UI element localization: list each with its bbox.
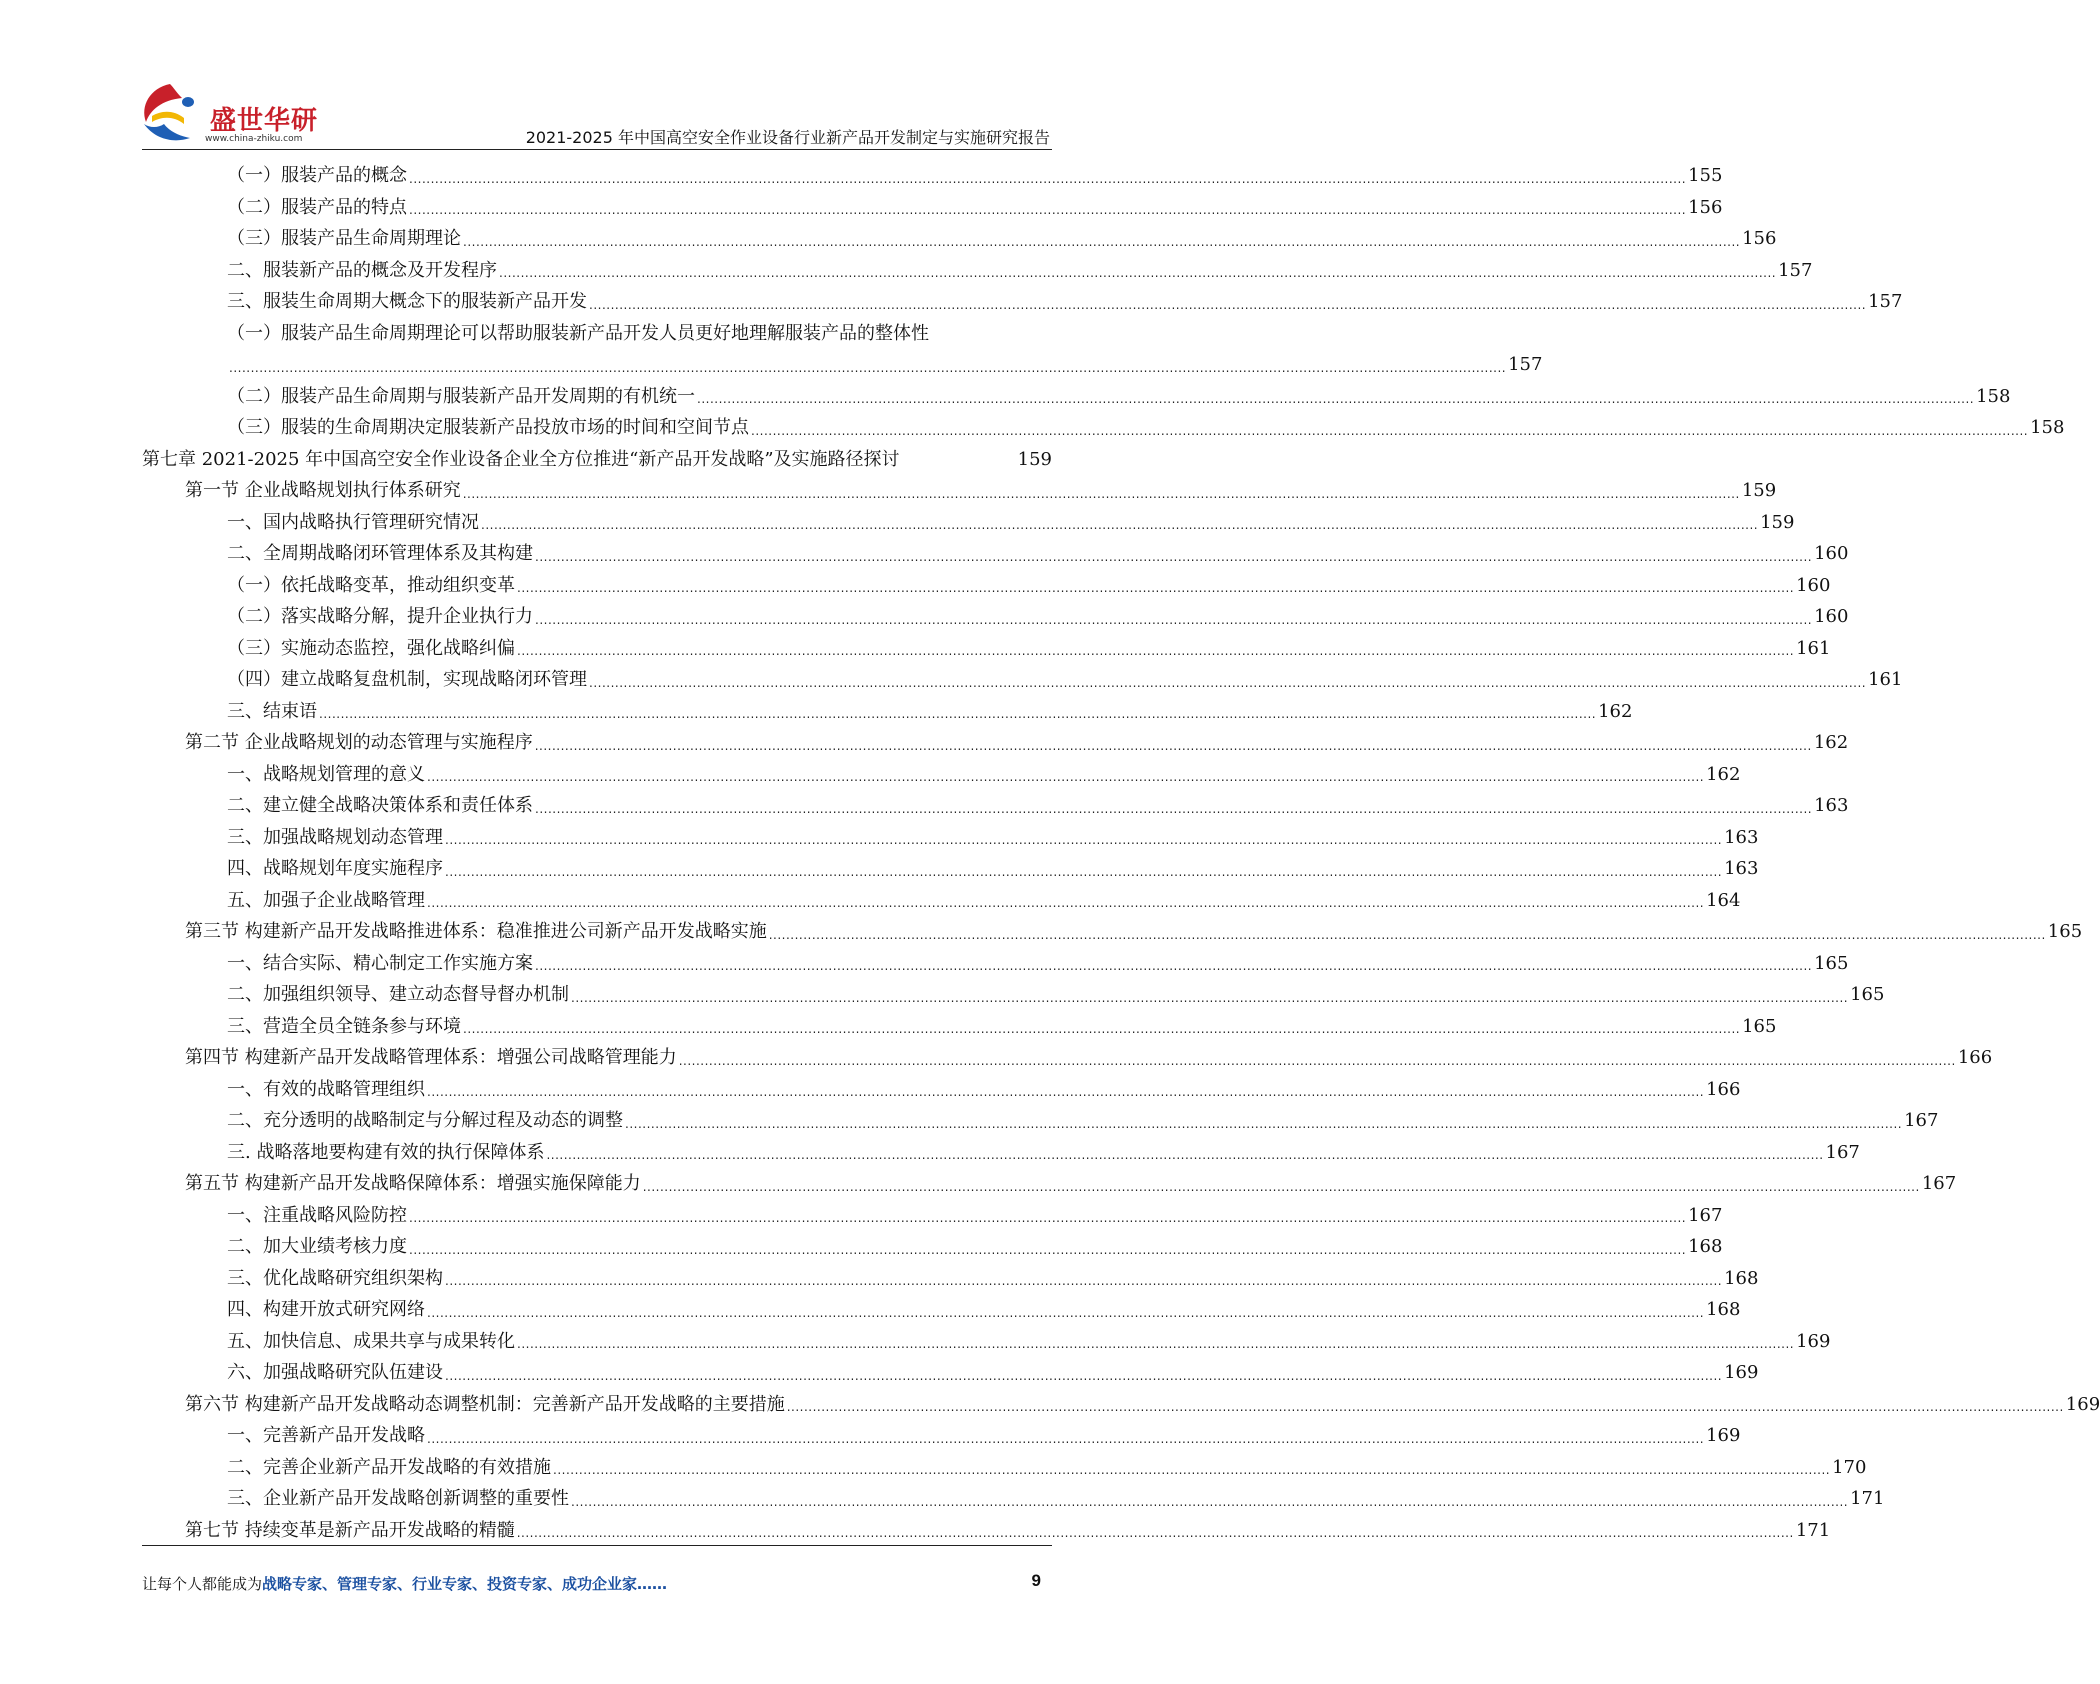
toc-entry-title: 一、国内战略执行管理研究情况 <box>227 511 479 533</box>
toc-page-number: 162 <box>1706 763 1741 785</box>
toc-entry-title: 第六节 构建新产品开发战略动态调整机制：完善新产品开发战略的主要措施 <box>185 1393 785 1415</box>
toc-page-number: 157 <box>1508 354 1543 375</box>
toc-dot-leader <box>481 512 1758 538</box>
toc-entry-title: （二）服装产品的特点 <box>227 196 407 218</box>
toc-entry[interactable] <box>142 286 1903 318</box>
toc-entry-title: 第七章 2021-2025 年中国高空安全作业设备企业全方位推进“新产品开发战略”及实施路径探讨 <box>142 448 900 470</box>
toc-dot-leader <box>535 607 1812 633</box>
report-title: 2021-2025 年中国高空安全作业设备行业新产品开发制定与实施研究报告 <box>525 128 1050 147</box>
table-of-contents <box>142 160 2100 1546</box>
toc-page-number: 157 <box>1778 259 1813 281</box>
toc-page-number: 158 <box>1976 385 2011 407</box>
toc-entry[interactable] <box>142 570 1831 602</box>
toc-dot-leader <box>787 1394 2064 1420</box>
toc-dot-leader <box>571 1489 1848 1515</box>
toc-page-number: 165 <box>1742 1015 1777 1037</box>
toc-entry-title: 三、企业新产品开发战略创新调整的重要性 <box>227 1488 569 1509</box>
toc-page-number: 171 <box>1795 1519 1831 1541</box>
toc-entry[interactable] <box>142 1105 1939 1137</box>
toc-entry[interactable] <box>142 349 1543 381</box>
toc-dot-leader <box>546 1142 1823 1168</box>
toc-entry[interactable] <box>142 1137 1860 1169</box>
toc-entry[interactable] <box>142 948 1849 980</box>
toc-entry-title: （一）服装产品生命周期理论可以帮助服装新产品开发人员更好地理解服装产品的整体性 <box>227 322 929 344</box>
toc-entry-title: 三. 战略落地要构建有效的执行保障体系 <box>227 1141 545 1163</box>
toc-page-number: 159 <box>1741 480 1777 501</box>
toc-entry-title: 一、结合实际、精心制定工作实施方案 <box>227 952 533 974</box>
toc-page-number: 160 <box>1814 543 1849 564</box>
toc-entry[interactable] <box>142 444 1052 476</box>
toc-page-number: 162 <box>1813 732 1849 753</box>
toc-dot-leader <box>517 1520 1794 1546</box>
toc-dot-leader <box>769 922 2046 948</box>
toc-entry-title: 第一节 企业战略规划执行体系研究 <box>185 480 461 501</box>
toc-dot-leader <box>409 1205 1686 1231</box>
toc-page-number: 167 <box>1921 1173 1957 1194</box>
toc-dot-leader <box>445 827 1722 853</box>
toc-entry-title: 三、结束语 <box>227 700 317 722</box>
toc-dot-leader <box>625 1111 1902 1137</box>
toc-dot-leader <box>535 544 1812 570</box>
footer-divider <box>142 1545 1052 1546</box>
toc-dot-leader <box>427 1426 1704 1452</box>
toc-entry-title: （三）服装的生命周期决定服装新产品投放市场的时间和空间节点 <box>227 417 749 438</box>
toc-page-number: 157 <box>1868 291 1903 312</box>
toc-dot-leader <box>751 418 2028 444</box>
toc-page-number: 163 <box>1724 858 1759 879</box>
toc-page-number: 163 <box>1814 795 1849 816</box>
toc-entry-title: 一、完善新产品开发战略 <box>227 1425 425 1446</box>
footer-prefix: 让每个人都能成为 <box>142 1575 263 1593</box>
toc-entry-title: 三、加强战略规划动态管理 <box>227 826 443 848</box>
toc-entry[interactable] <box>142 1231 1723 1263</box>
toc-page-number: 165 <box>2047 921 2083 942</box>
toc-dot-leader <box>427 890 1704 916</box>
toc-page-number: 163 <box>1724 826 1759 848</box>
toc-page-number: 167 <box>1688 1204 1723 1226</box>
toc-entry[interactable] <box>142 381 2011 413</box>
page-number: 9 <box>1031 1571 1041 1590</box>
toc-dot-leader <box>409 166 1686 192</box>
toc-page-number: 169 <box>1724 1362 1759 1383</box>
toc-dot-leader <box>409 1237 1686 1263</box>
toc-entry[interactable] <box>142 1074 1741 1106</box>
toc-entry[interactable] <box>142 696 1633 728</box>
toc-page-number: 168 <box>1724 1267 1759 1289</box>
toc-entry-title: 二、充分透明的战略制定与分解过程及动态的调整 <box>227 1110 623 1131</box>
toc-entry[interactable] <box>142 664 1903 696</box>
toc-page-number: 169 <box>2065 1393 2100 1415</box>
toc-entry[interactable] <box>142 601 1849 633</box>
toc-entry[interactable] <box>142 727 1849 759</box>
toc-entry[interactable] <box>142 759 1741 791</box>
toc-entry-title: 第五节 构建新产品开发战略保障体系：增强实施保障能力 <box>185 1173 641 1194</box>
toc-entry[interactable] <box>142 160 1723 192</box>
toc-entry-title: （三）实施动态监控，强化战略纠偏 <box>227 637 515 659</box>
logo-dot <box>182 97 194 107</box>
toc-entry-title: （四）建立战略复盘机制，实现战略闭环管理 <box>227 669 587 690</box>
toc-dot-leader <box>445 1363 1722 1389</box>
toc-entry-title: 五、加快信息、成果共享与成果转化 <box>227 1330 515 1352</box>
toc-page-number: 168 <box>1706 1299 1741 1320</box>
toc-dot-leader <box>589 670 1866 696</box>
toc-page-number: 161 <box>1868 669 1903 690</box>
toc-dot-leader <box>463 229 1740 255</box>
toc-page-number: 166 <box>1706 1078 1741 1100</box>
toc-page-number: 158 <box>2030 417 2065 438</box>
toc-dot-leader <box>517 638 1794 664</box>
toc-entry-title: 四、战略规划年度实施程序 <box>227 858 443 879</box>
toc-page-number: 169 <box>1796 1330 1831 1352</box>
toc-entry-title: 六、加强战略研究队伍建设 <box>227 1362 443 1383</box>
toc-dot-leader <box>463 1016 1740 1042</box>
toc-entry-title: 三、优化战略研究组织架构 <box>227 1267 443 1289</box>
toc-dot-leader <box>517 1331 1794 1357</box>
footer-highlight: 战略专家、管理专家、行业专家、投资专家、成功企业家…… <box>262 1575 668 1593</box>
toc-dot-leader <box>553 1457 1830 1483</box>
toc-entry-title: 第七节 持续变革是新产品开发战略的精髓 <box>185 1519 515 1541</box>
toc-page-number: 168 <box>1688 1236 1723 1257</box>
toc-dot-leader <box>445 1268 1722 1294</box>
toc-entry-title: 一、战略规划管理的意义 <box>227 763 425 785</box>
toc-page-number: 159 <box>1760 511 1795 533</box>
toc-entry[interactable] <box>142 1042 1993 1074</box>
toc-dot-leader <box>229 355 1506 381</box>
toc-page-number: 155 <box>1688 165 1723 186</box>
toc-page-number: 161 <box>1796 637 1831 659</box>
toc-entry[interactable] <box>142 1483 1885 1515</box>
toc-entry[interactable] <box>142 1357 1759 1389</box>
toc-dot-leader <box>427 1300 1704 1326</box>
toc-page-number: 159 <box>1017 448 1052 470</box>
toc-page-number: 166 <box>1957 1047 1993 1068</box>
toc-page-number: 162 <box>1598 700 1633 722</box>
toc-entry[interactable] <box>142 979 1885 1011</box>
toc-entry-title: 第二节 企业战略规划的动态管理与实施程序 <box>185 732 533 753</box>
toc-entry-title: 二、加强组织领导、建立动态督导督办机制 <box>227 984 569 1005</box>
toc-entry[interactable] <box>142 1420 1741 1452</box>
toc-dot-leader <box>535 733 1812 759</box>
footer-slogan <box>142 1573 667 1594</box>
toc-dot-leader <box>463 481 1740 507</box>
toc-entry-title: 一、注重战略风险防控 <box>227 1204 407 1226</box>
header-divider <box>142 149 1052 150</box>
toc-dot-leader <box>571 985 1848 1011</box>
toc-dot-leader <box>427 764 1704 790</box>
toc-page-number: 165 <box>1850 984 1885 1005</box>
toc-dot-leader <box>697 386 1974 412</box>
toc-dot-leader <box>445 859 1722 885</box>
toc-page-number: 156 <box>1688 196 1723 218</box>
toc-entry-title: 二、建立健全战略决策体系和责任体系 <box>227 795 533 816</box>
toc-page-number: 160 <box>1796 574 1831 596</box>
toc-entry[interactable] <box>142 1200 1723 1232</box>
toc-page-number: 164 <box>1706 889 1741 911</box>
toc-page-number: 167 <box>1904 1110 1939 1131</box>
toc-page-number: 160 <box>1814 606 1849 627</box>
toc-entry[interactable] <box>142 1452 1867 1484</box>
toc-entry-title: （二）落实战略分解，提升企业执行力 <box>227 606 533 627</box>
toc-entry-title: 五、加强子企业战略管理 <box>227 889 425 911</box>
toc-entry[interactable] <box>142 1263 1759 1295</box>
toc-dot-leader <box>409 197 1686 223</box>
toc-entry[interactable] <box>142 475 1777 507</box>
toc-page-number: 171 <box>1850 1488 1885 1509</box>
toc-entry[interactable] <box>142 916 2083 948</box>
toc-entry[interactable] <box>142 1294 1741 1326</box>
toc-entry-title: 一、有效的战略管理组织 <box>227 1078 425 1100</box>
toc-entry[interactable] <box>142 412 2065 444</box>
toc-entry-title: （一）依托战略变革，推动组织变革 <box>227 574 515 596</box>
toc-dot-leader <box>589 292 1866 318</box>
logo-url: www.china-zhiku.com <box>205 134 303 144</box>
toc-entry-title: （二）服装产品生命周期与服装新产品开发周期的有机统一 <box>227 385 695 407</box>
toc-entry-title: 二、完善企业新产品开发战略的有效措施 <box>227 1456 551 1478</box>
toc-entry[interactable] <box>142 885 1741 917</box>
toc-entry-title: 二、全周期战略闭环管理体系及其构建 <box>227 543 533 564</box>
toc-entry[interactable] <box>142 1389 2100 1421</box>
toc-entry[interactable] <box>142 1011 1777 1043</box>
toc-entry[interactable] <box>142 538 1849 570</box>
toc-page-number: 165 <box>1814 952 1849 974</box>
logo-book-pages <box>152 112 184 124</box>
logo-book-blue <box>144 124 190 140</box>
toc-entry-title: 二、服装新产品的概念及开发程序 <box>227 259 497 281</box>
toc-dot-leader <box>535 796 1812 822</box>
toc-entry[interactable] <box>142 1326 1831 1358</box>
toc-page-number: 169 <box>1706 1425 1741 1446</box>
toc-dot-leader <box>499 260 1776 286</box>
toc-entry[interactable] <box>142 790 1849 822</box>
toc-entry-title: 第三节 构建新产品开发战略推进体系：稳准推进公司新产品开发战略实施 <box>185 921 767 942</box>
toc-entry[interactable] <box>142 192 1723 224</box>
toc-entry[interactable] <box>142 853 1759 885</box>
toc-entry-title: 二、加大业绩考核力度 <box>227 1236 407 1257</box>
toc-entry-title: 第四节 构建新产品开发战略管理体系：增强公司战略管理能力 <box>185 1047 677 1068</box>
toc-entry-title: （一）服装产品的概念 <box>227 165 407 186</box>
logo-text: 盛世华研 <box>210 106 319 136</box>
toc-dot-leader <box>679 1048 1956 1074</box>
toc-dot-leader <box>517 575 1794 601</box>
toc-entry[interactable] <box>142 1515 1831 1547</box>
toc-entry-title: 三、服装生命周期大概念下的服装新产品开发 <box>227 291 587 312</box>
toc-entry[interactable] <box>142 223 1777 255</box>
toc-entry[interactable] <box>142 507 1795 539</box>
toc-page-number: 156 <box>1742 228 1777 249</box>
toc-entry[interactable] <box>142 255 1813 287</box>
toc-dot-leader <box>535 953 1812 979</box>
toc-page-number: 167 <box>1825 1141 1860 1163</box>
toc-entry[interactable] <box>142 822 1759 854</box>
toc-entry[interactable] <box>142 633 1831 665</box>
toc-dot-leader <box>643 1174 1920 1200</box>
toc-entry-title: （三）服装产品生命周期理论 <box>227 228 461 249</box>
toc-page-number: 170 <box>1832 1456 1867 1478</box>
toc-entry[interactable] <box>142 318 1052 350</box>
toc-dot-leader <box>319 701 1596 727</box>
toc-dot-leader <box>427 1079 1704 1105</box>
toc-entry-title: 三、营造全员全链条参与环境 <box>227 1015 461 1037</box>
toc-entry[interactable] <box>142 1168 1957 1200</box>
toc-entry-title: 四、构建开放式研究网络 <box>227 1299 425 1320</box>
